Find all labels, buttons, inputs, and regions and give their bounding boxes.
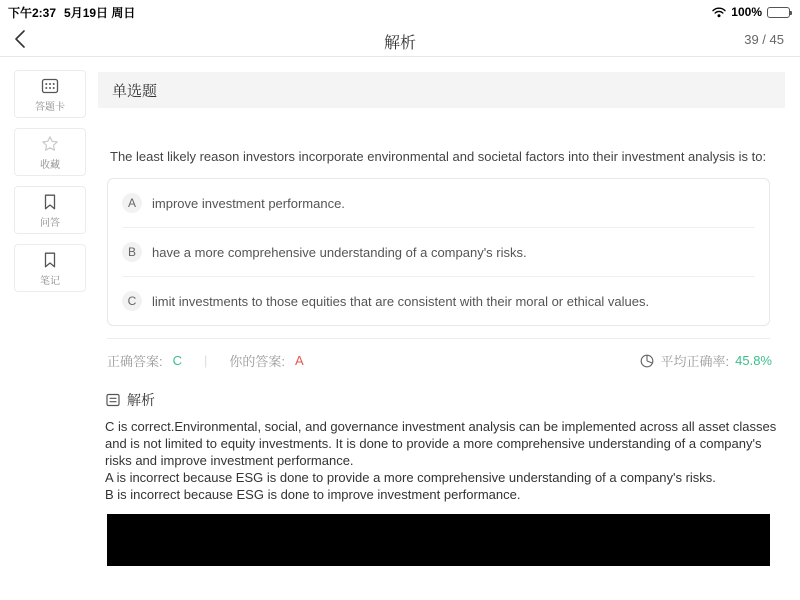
sidebar-item-answer-card[interactable] (14, 70, 86, 118)
sidebar-item-label: 答题卡 (35, 101, 65, 113)
correct-answer-label: 正确答案: (107, 354, 163, 369)
status-bar (0, 0, 800, 22)
sidebar-item-favorite[interactable] (14, 128, 86, 176)
option-c (108, 277, 769, 325)
option-letter-badge: B (122, 242, 142, 262)
option-text: improve investment performance. (152, 195, 345, 211)
answer-card-icon (40, 76, 60, 96)
avg-accuracy-label: 平均正确率: (660, 354, 730, 369)
analysis-paragraph: C is correct.Environmental, social, and governance investment analysis can be implemented across all asset classes and is not limited to equity investments. It is done to provide a more comprehensive understanding of a company's risks and improve investment performance. (105, 419, 777, 468)
analysis-paragraph: A is incorrect because ESG is done to provide a more comprehensive understanding of a company's risks. (105, 470, 716, 485)
bookmark-icon (40, 250, 60, 270)
section-divider (107, 338, 770, 339)
question-type-bar (98, 72, 785, 108)
pie-chart-icon (639, 353, 655, 369)
option-letter-badge: A (122, 193, 142, 213)
question-progress-indicator: 39 / 45 (744, 32, 784, 47)
status-time: 下午2:37 (8, 5, 57, 20)
bookmark-icon (40, 192, 60, 212)
option-text: have a more comprehensive understanding of a company's risks. (152, 244, 527, 260)
option-a (108, 179, 769, 227)
star-icon (40, 134, 60, 154)
main-panel (98, 72, 785, 566)
analysis-heading (105, 390, 785, 410)
analysis-paragraph: B is incorrect because ESG is done to improve investment performance. (105, 487, 521, 502)
sidebar-item-label: 问答 (40, 217, 60, 229)
option-text: limit investments to those equities that are consistent with their moral or ethical values. (152, 293, 650, 309)
document-icon (105, 392, 121, 408)
question-type-label: 单选题 (112, 82, 158, 100)
your-answer-label: 你的答案: (229, 354, 286, 369)
analysis-text (105, 418, 777, 503)
nav-bar (0, 22, 800, 57)
sidebar-item-qa[interactable] (14, 186, 86, 234)
sidebar (14, 70, 86, 292)
correct-answer-value: C (172, 353, 183, 368)
sidebar-item-notes[interactable] (14, 244, 86, 292)
battery-icon (767, 7, 790, 18)
page-title: 解析 (383, 35, 416, 52)
answer-summary-row (107, 351, 772, 370)
avg-accuracy-value: 45.8% (735, 353, 772, 368)
blacked-out-media-area (107, 514, 770, 566)
option-letter-badge: C (122, 291, 142, 311)
content-area (0, 57, 800, 600)
battery-percent-label: 100% (731, 5, 762, 19)
your-answer-value: A (295, 353, 304, 368)
sidebar-item-label: 笔记 (40, 275, 60, 287)
status-time-date (8, 4, 135, 21)
status-date: 5月19日 周日 (64, 5, 136, 20)
wifi-icon (712, 7, 726, 18)
sidebar-item-label: 收藏 (40, 159, 60, 171)
option-b (108, 228, 769, 276)
analysis-heading-label: 解析 (127, 392, 155, 408)
question-stem: The least likely reason investors incorporate environmental and societal factors into their investment analysis is to: (110, 149, 767, 164)
answer-pipe-divider: | (204, 353, 208, 368)
options-card (107, 178, 770, 326)
